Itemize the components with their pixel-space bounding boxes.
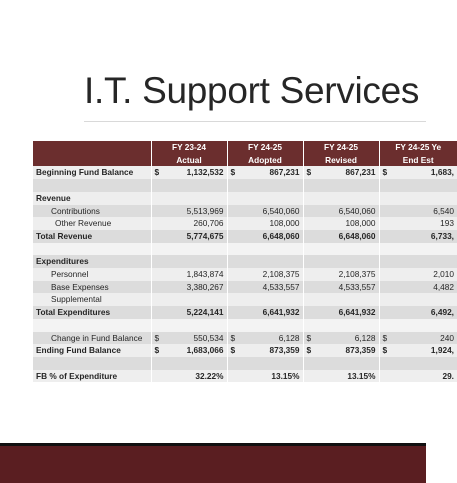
value-cell — [227, 357, 303, 370]
value-cell — [151, 344, 227, 357]
value-cell — [227, 344, 303, 357]
value-cell — [379, 293, 457, 306]
row-label: Expenditures — [33, 255, 151, 268]
amount: 13.15% — [347, 370, 376, 381]
table-row — [33, 205, 457, 218]
table-body — [33, 166, 457, 382]
amount: 3,380,267 — [186, 281, 224, 292]
value-cell — [303, 268, 379, 281]
amount: 550,534 — [193, 332, 224, 343]
currency-symbol: $ — [154, 332, 160, 343]
col-header-year: FY 24-25 Ye — [379, 141, 457, 154]
amount: 240 — [440, 332, 454, 343]
value-cell — [379, 192, 457, 205]
row-label: Beginning Fund Balance — [33, 166, 151, 179]
value-cell — [379, 332, 457, 345]
amount: 108,000 — [269, 218, 300, 229]
table-row — [33, 370, 457, 383]
amount: 6,540,060 — [262, 205, 300, 216]
amount: 108,000 — [345, 218, 376, 229]
value-cell — [379, 205, 457, 218]
value-cell — [303, 332, 379, 345]
amount: 4,533,557 — [262, 281, 300, 292]
table-row — [33, 230, 457, 243]
amount: 6,648,060 — [338, 230, 376, 241]
value-cell — [379, 217, 457, 230]
currency-symbol: $ — [382, 345, 388, 356]
amount: 260,706 — [193, 218, 224, 229]
amount: 29. — [442, 370, 454, 381]
row-label — [33, 243, 151, 256]
value-cell — [151, 370, 227, 383]
value-cell — [303, 255, 379, 268]
value-cell — [151, 217, 227, 230]
value-cell — [151, 192, 227, 205]
amount: 5,513,969 — [186, 205, 224, 216]
title-divider — [84, 121, 426, 122]
table-row — [33, 306, 457, 319]
amount: 873,359 — [345, 345, 376, 356]
row-label: FB % of Expenditure — [33, 370, 151, 383]
value-cell — [227, 293, 303, 306]
value-cell — [379, 357, 457, 370]
fund-balance-table — [33, 141, 457, 382]
value-cell — [151, 179, 227, 192]
table-row — [33, 281, 457, 294]
table-row — [33, 319, 457, 332]
table-row — [33, 268, 457, 281]
value-cell — [379, 306, 457, 319]
value-cell — [303, 281, 379, 294]
table-row — [33, 243, 457, 256]
value-cell — [379, 179, 457, 192]
value-cell — [379, 319, 457, 332]
currency-symbol: $ — [154, 345, 160, 356]
value-cell — [303, 319, 379, 332]
row-label — [33, 319, 151, 332]
currency-symbol: $ — [306, 345, 312, 356]
amount: 6,641,932 — [262, 307, 300, 318]
value-cell — [303, 344, 379, 357]
currency-symbol: $ — [382, 332, 388, 343]
currency-symbol: $ — [306, 332, 312, 343]
row-label: Total Expenditures — [33, 306, 151, 319]
value-cell — [303, 243, 379, 256]
row-label: Change in Fund Balance — [33, 332, 151, 345]
amount: 6,648,060 — [262, 230, 300, 241]
value-cell — [379, 281, 457, 294]
amount: 867,231 — [345, 167, 376, 178]
table-row — [33, 332, 457, 345]
amount: 1,924, — [430, 345, 454, 356]
value-cell — [303, 179, 379, 192]
value-cell — [151, 332, 227, 345]
value-cell — [303, 306, 379, 319]
amount: 5,224,141 — [186, 307, 224, 318]
fund-table-container — [33, 141, 454, 393]
col-header-type: Adopted — [227, 154, 303, 167]
row-label: Personnel — [33, 268, 151, 281]
amount: 1,132,532 — [186, 167, 224, 178]
value-cell — [227, 370, 303, 383]
col-header-year: FY 23-24 — [151, 141, 227, 154]
amount: 4,533,557 — [338, 281, 376, 292]
amount: 6,733, — [430, 230, 454, 241]
amount: 1,683, — [430, 167, 454, 178]
table-row — [33, 357, 457, 370]
value-cell — [227, 332, 303, 345]
value-cell — [379, 370, 457, 383]
col-header-type: End Est — [379, 154, 457, 167]
value-cell — [227, 217, 303, 230]
amount: 873,359 — [269, 345, 300, 356]
slide-title: I.T. Support Services — [84, 70, 420, 111]
amount: 1,683,066 — [186, 345, 224, 356]
value-cell — [151, 293, 227, 306]
value-cell — [227, 319, 303, 332]
value-cell — [227, 281, 303, 294]
amount: 13.15% — [271, 370, 300, 381]
value-cell — [379, 255, 457, 268]
value-cell — [227, 230, 303, 243]
col-header-year: FY 24-25 — [303, 141, 379, 154]
value-cell — [303, 217, 379, 230]
value-cell — [151, 230, 227, 243]
amount: 32.22% — [195, 370, 224, 381]
value-cell — [151, 306, 227, 319]
table-row — [33, 179, 457, 192]
value-cell — [303, 357, 379, 370]
table-row — [33, 166, 457, 179]
value-cell — [227, 255, 303, 268]
col-header-type: Revised — [303, 154, 379, 167]
value-cell — [151, 268, 227, 281]
value-cell — [227, 268, 303, 281]
currency-symbol: $ — [306, 167, 312, 178]
value-cell — [379, 243, 457, 256]
currency-symbol: $ — [230, 332, 236, 343]
value-cell — [227, 166, 303, 179]
value-cell — [303, 205, 379, 218]
value-cell — [151, 243, 227, 256]
row-label: Other Revenue — [33, 217, 151, 230]
row-label: Ending Fund Balance — [33, 344, 151, 357]
col-header-type: Actual — [151, 154, 227, 167]
value-cell — [379, 166, 457, 179]
amount: 1,843,874 — [186, 269, 224, 279]
amount: 6,128 — [278, 332, 300, 343]
amount: 193 — [440, 218, 454, 229]
col-header-year: FY 24-25 — [227, 141, 303, 154]
header-row-1 — [33, 141, 457, 154]
value-cell — [151, 281, 227, 294]
table-row — [33, 192, 457, 205]
table-row — [33, 293, 457, 306]
value-cell — [227, 205, 303, 218]
value-cell — [151, 255, 227, 268]
value-cell — [379, 230, 457, 243]
value-cell — [303, 166, 379, 179]
row-label: Contributions — [33, 205, 151, 218]
amount: 6,128 — [354, 332, 376, 343]
value-cell — [151, 166, 227, 179]
table-row — [33, 217, 457, 230]
value-cell — [303, 230, 379, 243]
footer-band — [0, 443, 426, 483]
value-cell — [227, 243, 303, 256]
value-cell — [379, 344, 457, 357]
amount: 6,641,932 — [338, 307, 376, 318]
table-row — [33, 255, 457, 268]
amount: 6,540,060 — [338, 205, 376, 216]
currency-symbol: $ — [154, 167, 160, 178]
row-label — [33, 179, 151, 192]
value-cell — [227, 306, 303, 319]
row-label — [33, 357, 151, 370]
currency-symbol: $ — [230, 345, 236, 356]
value-cell — [303, 293, 379, 306]
row-label: Revenue — [33, 192, 151, 205]
currency-symbol: $ — [382, 167, 388, 178]
row-label: Supplemental — [33, 293, 151, 306]
row-label: Base Expenses — [33, 281, 151, 294]
value-cell — [227, 179, 303, 192]
value-cell — [303, 192, 379, 205]
amount: 6,540 — [433, 205, 454, 216]
amount: 867,231 — [269, 167, 300, 178]
amount: 2,108,375 — [262, 269, 300, 279]
value-cell — [151, 357, 227, 370]
amount: 6,492, — [430, 307, 454, 318]
header-blank — [33, 141, 151, 166]
currency-symbol: $ — [230, 167, 236, 178]
value-cell — [227, 192, 303, 205]
table-row — [33, 344, 457, 357]
amount: 2,108,375 — [338, 269, 376, 279]
value-cell — [303, 370, 379, 383]
amount: 2,010 — [433, 269, 454, 279]
amount: 5,774,675 — [186, 230, 224, 241]
value-cell — [151, 205, 227, 218]
amount: 4,482 — [433, 281, 454, 292]
row-label: Total Revenue — [33, 230, 151, 243]
value-cell — [379, 268, 457, 281]
value-cell — [151, 319, 227, 332]
